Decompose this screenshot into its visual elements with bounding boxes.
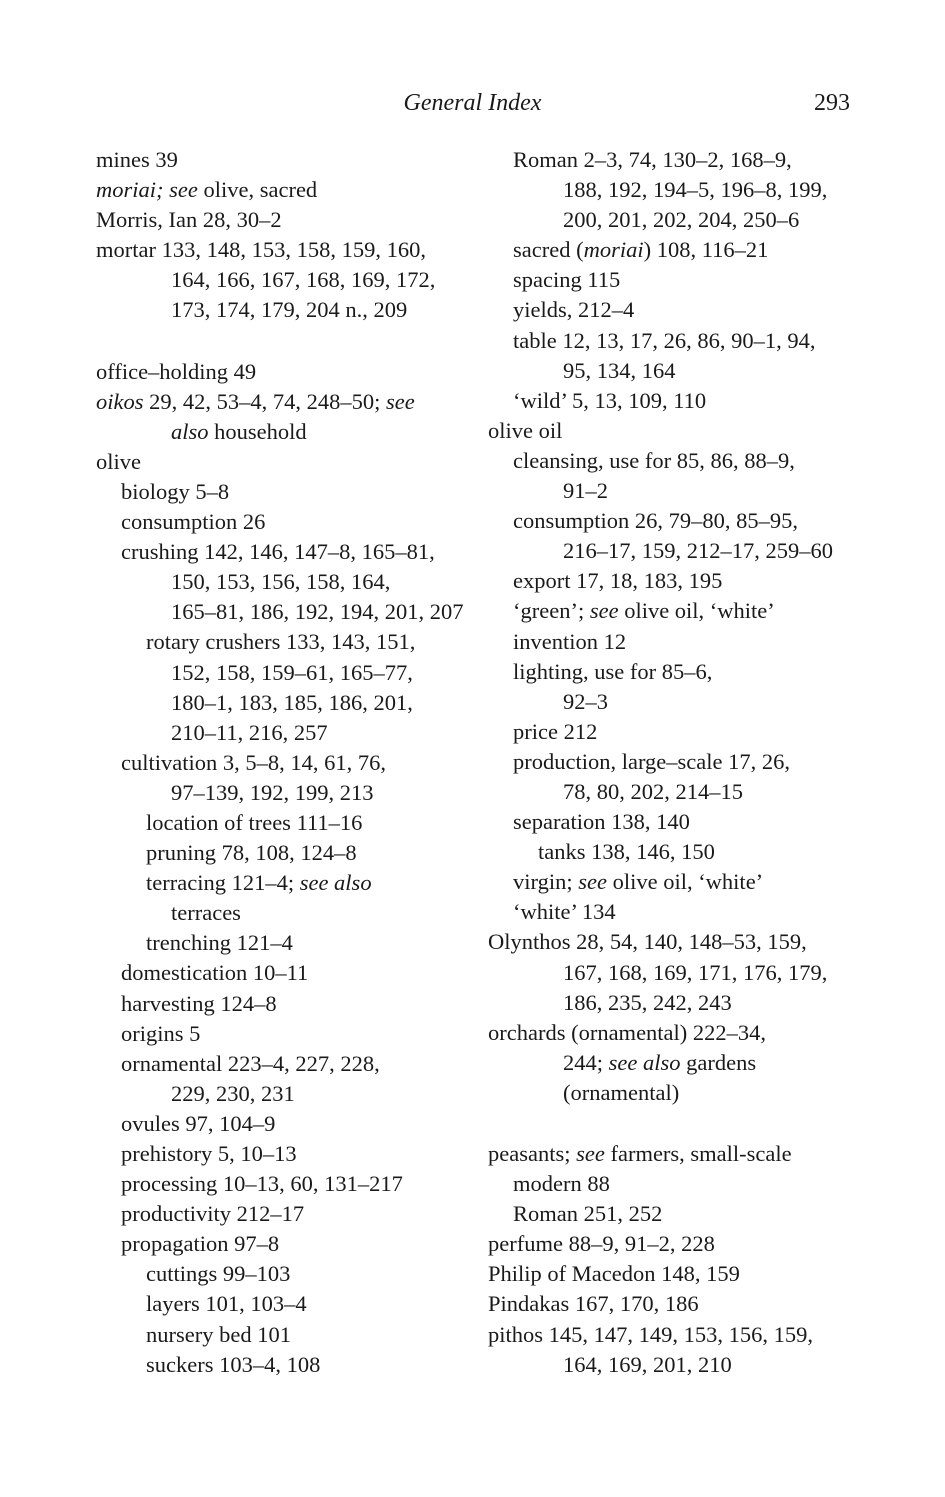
index-subsubentry: cuttings 99–103 [146, 1261, 291, 1287]
index-subentry: export 17, 18, 183, 195 [513, 568, 723, 594]
index-subentry: spacing 115 [513, 267, 621, 293]
index-entry-continuation: 180–1, 183, 185, 186, 201, [171, 689, 413, 715]
index-entry: mortar 133, 148, 153, 158, 159, 160, [96, 237, 426, 263]
section-gap [488, 1108, 888, 1139]
index-text: olive, sacred [197, 177, 318, 203]
index-subentry: propagation 97–8 [121, 1231, 280, 1257]
index-entry: Morris, Ian 28, 30–2 [96, 207, 282, 233]
index-subentry: ‘wild’ 5, 13, 109, 110 [513, 387, 707, 413]
index-text: virgin; [513, 869, 579, 895]
index-entry-continuation: (ornamental) [563, 1079, 680, 1105]
see-reference: see [578, 869, 607, 895]
index-column-left [96, 145, 481, 1380]
index-subentry: table 12, 13, 17, 26, 86, 90–1, 94, [513, 327, 816, 353]
index-subentry: cultivation 3, 5–8, 14, 61, 76, [121, 749, 386, 775]
index-text: olive oil, ‘white’ [606, 869, 764, 895]
index-subentry: ornamental 223–4, 227, 228, [121, 1050, 380, 1076]
index-entry-continuation: 229, 230, 231 [171, 1080, 295, 1106]
index-subsubentry: location of trees 111–16 [146, 809, 363, 835]
index-text: gardens [680, 1049, 757, 1075]
page-title: General Index [403, 90, 542, 116]
index-subentry: processing 10–13, 60, 131–217 [121, 1171, 403, 1197]
index-subsubentry: trenching 121–4 [146, 930, 293, 956]
page-number: 293 [814, 90, 850, 116]
index-subentry: origins 5 [121, 1020, 201, 1046]
index-entry: office–holding 49 [96, 358, 257, 384]
see-reference: see [589, 598, 619, 624]
index-text: 29, 42, 53–4, 74, 248–50; [143, 388, 387, 414]
index-entry: Philip of Macedon 148, 159 [488, 1261, 740, 1287]
index-text: olive oil, ‘white’ [618, 598, 775, 624]
index-subentry: consumption 26, 79–80, 85–95, [513, 508, 798, 534]
index-text: 244; [563, 1049, 609, 1075]
index-entry-continuation: 210–11, 216, 257 [171, 719, 328, 745]
index-subsubentry: suckers 103–4, 108 [146, 1351, 321, 1377]
index-subentry: crushing 142, 146, 147–8, 165–81, [121, 539, 435, 565]
index-entry: pithos 145, 147, 149, 153, 156, 159, [488, 1321, 814, 1347]
index-entry-continuation: 152, 158, 159–61, 165–77, [171, 659, 413, 685]
index-entry-continuation: 164, 169, 201, 210 [563, 1351, 732, 1377]
index-subentry: production, large–scale 17, 26, [513, 748, 791, 774]
index-term: moriai; see [96, 177, 198, 203]
index-text: terracing 121–4; [146, 870, 300, 896]
index-subentry: price 212 [513, 718, 598, 744]
index-subentry: Roman 2–3, 74, 130–2, 168–9, [513, 147, 792, 172]
index-subentry: domestication 10–11 [121, 960, 309, 986]
index-entry-continuation [96, 417, 481, 447]
see-reference: see also [608, 1049, 681, 1075]
index-subsubentry: layers 101, 103–4 [146, 1291, 307, 1317]
index-entry-continuation: 92–3 [563, 688, 608, 714]
index-entry-continuation: 165–81, 186, 192, 194, 201, 207 [171, 599, 464, 625]
index-entry-continuation: 91–2 [563, 478, 608, 504]
index-subentry [488, 235, 888, 265]
index-entry: perfume 88–9, 91–2, 228 [488, 1231, 715, 1257]
index-text: ‘green’; [513, 598, 590, 624]
index-text: household [208, 418, 307, 444]
index-subentry: harvesting 124–8 [121, 990, 277, 1016]
index-subsubentry: nursery bed 101 [146, 1321, 291, 1347]
index-subentry: yields, 212–4 [513, 297, 635, 323]
index-subentry: ovules 97, 104–9 [121, 1110, 276, 1136]
index-entry: olive oil [488, 417, 563, 443]
index-subentry [488, 596, 888, 626]
index-entry-continuation: 167, 168, 169, 171, 176, 179, [563, 959, 828, 985]
index-subentry: lighting, use for 85–6, [513, 658, 713, 684]
index-column-right [488, 145, 888, 1380]
index-entry: mines 39 [96, 147, 178, 172]
index-entry-continuation: 78, 80, 202, 214–15 [563, 778, 743, 804]
index-entry [488, 1139, 888, 1169]
index-entry: olive [96, 448, 141, 474]
index-entry: orchards (ornamental) 222–34, [488, 1019, 767, 1045]
see-reference: also [171, 418, 209, 444]
index-subentry [488, 867, 888, 897]
section-gap [96, 326, 481, 357]
index-subentry: modern 88 [513, 1171, 610, 1197]
index-entry-continuation: 97–139, 192, 199, 213 [171, 779, 374, 805]
index-entry: Olynthos 28, 54, 140, 148–53, 159, [488, 929, 807, 955]
index-entry-continuation: 164, 166, 167, 168, 169, 172, [171, 267, 436, 293]
index-entry-continuation: 95, 134, 164 [563, 357, 676, 383]
index-subentry: prehistory 5, 10–13 [121, 1141, 297, 1166]
index-subsubentry: tanks 138, 146, 150 [538, 839, 715, 865]
index-entry-continuation: 150, 153, 156, 158, 164, [171, 569, 391, 595]
index-subsubentry: rotary crushers 133, 143, 151, [146, 629, 416, 655]
index-entry-continuation: terraces [171, 900, 241, 926]
index-entry-continuation: 186, 235, 242, 243 [563, 989, 732, 1015]
index-term: oikos [96, 388, 144, 414]
see-reference: see also [299, 870, 372, 896]
index-text: peasants; [488, 1141, 577, 1166]
index-text: farmers, small-scale [604, 1141, 792, 1166]
index-subsubentry: pruning 78, 108, 124–8 [146, 840, 357, 866]
index-subentry: separation 138, 140 [513, 809, 690, 835]
index-entry: Pindakas 167, 170, 186 [488, 1291, 699, 1317]
index-subentry: productivity 212–17 [121, 1201, 305, 1227]
index-subentry: ‘white’ 134 [513, 899, 616, 925]
index-entry-continuation: 173, 174, 179, 204 n., 209 [171, 297, 408, 323]
see-reference: see [576, 1141, 605, 1166]
index-text: ) 108, 116–21 [643, 237, 769, 263]
index-entry-continuation [488, 1048, 888, 1078]
index-entry-continuation: 216–17, 159, 212–17, 259–60 [563, 538, 833, 564]
index-entry [96, 387, 481, 417]
index-subentry: biology 5–8 [121, 478, 230, 504]
index-subentry: consumption 26 [121, 509, 266, 535]
see-reference: see [386, 388, 415, 414]
index-subsubentry [96, 868, 481, 898]
index-subentry: Roman 251, 252 [513, 1201, 663, 1227]
index-subentry: invention 12 [513, 628, 627, 654]
index-entry-continuation: 200, 201, 202, 204, 250–6 [563, 207, 800, 233]
index-entry [96, 175, 481, 205]
index-subentry: cleansing, use for 85, 86, 88–9, [513, 447, 795, 473]
index-text: sacred ( [513, 237, 584, 263]
index-entry-continuation: 188, 192, 194–5, 196–8, 199, [563, 177, 828, 203]
index-term: moriai [583, 237, 644, 263]
